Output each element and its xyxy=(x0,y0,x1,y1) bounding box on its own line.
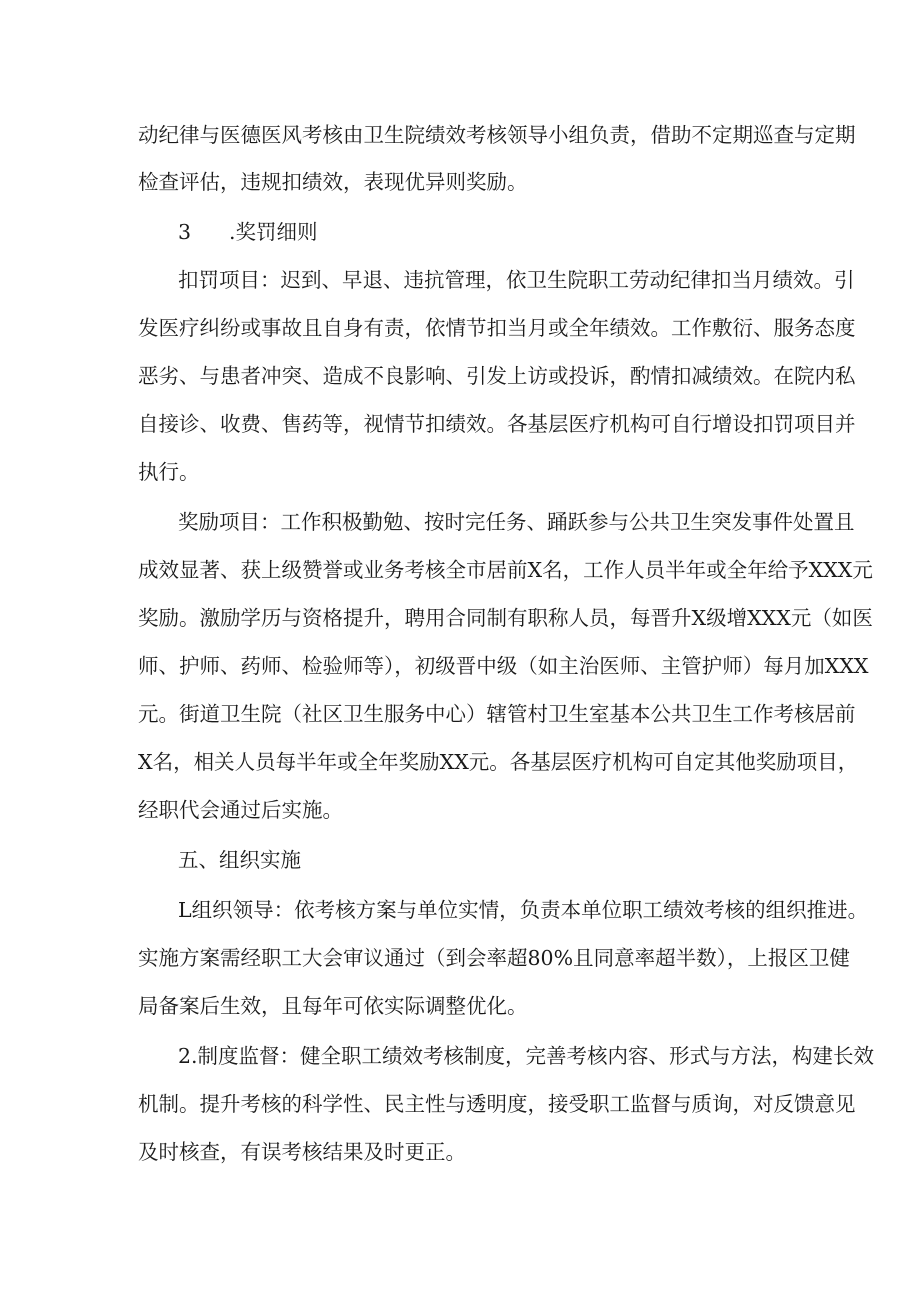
text-line xyxy=(0,452,920,492)
text-line xyxy=(0,162,920,202)
text-line-content: 发医疗纠纷或事故且自身有责，依情节扣当月或全年绩效。工作敷衍、服务态度 xyxy=(138,316,856,340)
text-line-content: 元。街道卫生院（社区卫生服务中心）辖管村卫生室基本公共卫生工作考核居前 xyxy=(138,702,856,726)
text-line-content: 奖励。激励学历与资格提升，聘用合同制有职称人员，每晋升X级增XXX元（如医 xyxy=(138,606,873,630)
text-line xyxy=(0,890,920,930)
text-line-content: 及时核查，有误考核结果及时更正。 xyxy=(138,1140,466,1164)
text-line-content: 扣罚项目：迟到、早退、违抗管理，依卫生院职工劳动纪律扣当月绩效。引 xyxy=(178,268,855,292)
text-line-content: 自接诊、收费、售药等，视情节扣绩效。各基层医疗机构可自行增设扣罚项目并 xyxy=(138,412,856,436)
text-line-content: 成效显著、获上级赞誉或业务考核全市居前X名，工作人员半年或全年给予XXX元 xyxy=(138,558,873,582)
section-heading xyxy=(0,212,920,252)
text-line xyxy=(0,356,920,396)
text-line-content: 恶劣、与患者冲突、造成不良影响、引发上访或投诉，酌情扣减绩效。在院内私 xyxy=(138,364,856,388)
text-line-content: 检查评估，违规扣绩效，表现优异则奖励。 xyxy=(138,170,528,194)
text-line xyxy=(0,502,920,542)
text-line xyxy=(0,260,920,300)
text-line xyxy=(0,308,920,348)
text-line xyxy=(0,1084,920,1124)
section-heading-title: .奖罚细则 xyxy=(229,220,318,244)
section-heading-number: 3 xyxy=(178,220,192,244)
text-line xyxy=(0,742,920,782)
text-line xyxy=(0,115,920,155)
text-line-content: 奖励项目：工作积极勤勉、按时完任务、踊跃参与公共卫生突发事件处置且 xyxy=(178,510,855,534)
text-line xyxy=(0,938,920,978)
text-line-content: 机制。提升考核的科学性、民主性与透明度，接受职工监督与质询，对反馈意见 xyxy=(138,1092,856,1116)
text-line xyxy=(0,694,920,734)
text-line xyxy=(0,550,920,590)
text-line xyxy=(0,646,920,686)
section-heading xyxy=(0,840,920,880)
text-line xyxy=(0,404,920,444)
text-line-content: 局备案后生效，且每年可依实际调整优化。 xyxy=(138,994,528,1018)
text-line-content: L组织领导：依考核方案与单位实情，负责本单位职工绩效考核的组织推进。 xyxy=(178,898,869,922)
text-line xyxy=(0,598,920,638)
text-line-content: 动纪律与医德医风考核由卫生院绩效考核领导小组负责，借助不定期巡查与定期 xyxy=(138,123,856,147)
text-line-content: 经职代会通过后实施。 xyxy=(138,798,343,822)
text-line-content: 师、护师、药师、检验师等），初级晋中级（如主治医师、主管护师）每月加XXX xyxy=(138,654,869,678)
text-line xyxy=(0,790,920,830)
text-line xyxy=(0,986,920,1026)
text-line-content: 实施方案需经职工大会审议通过（到会率超80%且同意率超半数），上报区卫健 xyxy=(138,946,850,970)
text-line xyxy=(0,1132,920,1172)
section-heading-title: 五、组织实施 xyxy=(178,848,301,872)
text-line-content: 执行。 xyxy=(138,460,200,484)
text-line-content: 2.制度监督：健全职工绩效考核制度，完善考核内容、形式与方法，构建长效 xyxy=(178,1044,875,1068)
text-line xyxy=(0,1036,920,1076)
text-line-content: X名，相关人员每半年或全年奖励XX元。各基层医疗机构可自定其他奖励项目， xyxy=(138,750,859,774)
